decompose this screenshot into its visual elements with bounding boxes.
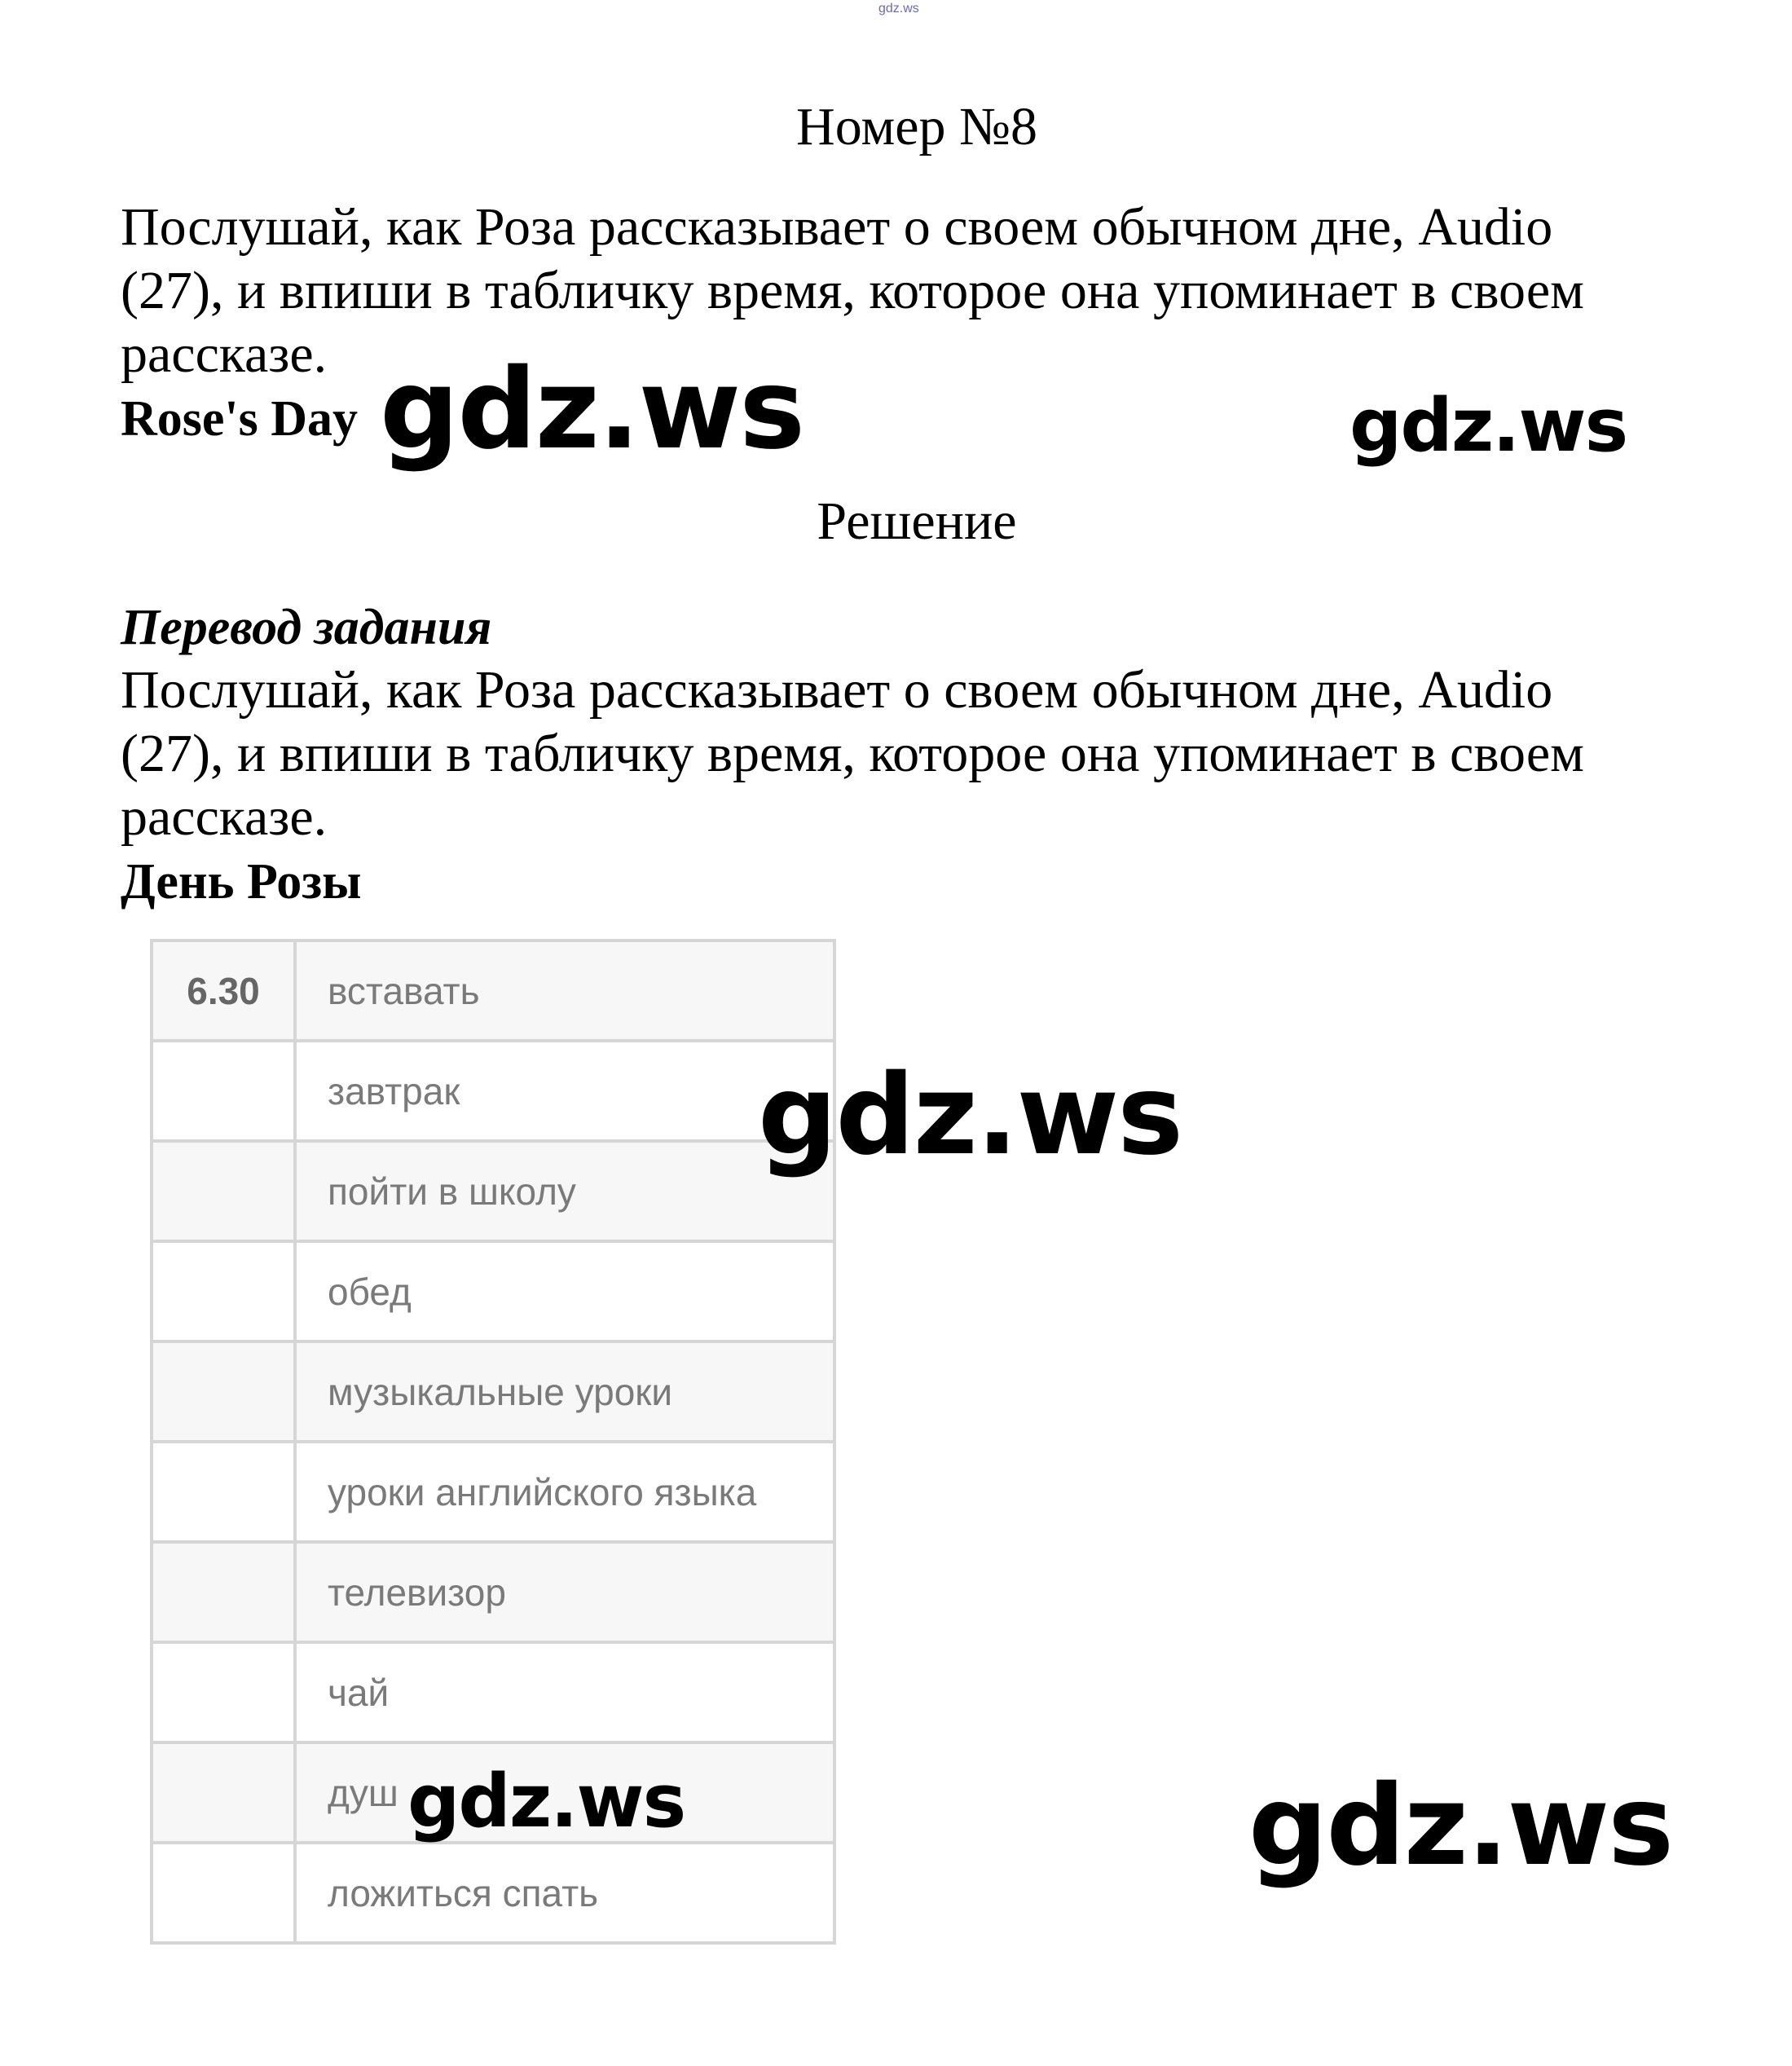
- watermark: gdz.ws: [407, 1759, 685, 1844]
- table-row: [152, 1542, 834, 1642]
- table-row: [152, 1442, 834, 1542]
- table-row: [152, 1642, 834, 1742]
- task-text: Послушай, как Роза рассказывает о своем обычном дне, Audio (27), и впиши в табличку время, которое она упоминает в своем рассказе.: [121, 197, 1584, 384]
- watermark: gdz.ws: [1248, 1762, 1673, 1891]
- table-row: [152, 1141, 834, 1241]
- watermark: gdz.ws: [380, 346, 804, 474]
- translation-text: Послушай, как Роза рассказывает о своем обычном дне, Audio (27), и впиши в табличку время, которое она упоминает в своем рассказе.: [121, 660, 1584, 847]
- page-title: Номер №8: [796, 97, 1037, 156]
- table-row: [152, 1241, 834, 1341]
- activity-cell: душ: [295, 1742, 834, 1843]
- table-row: [152, 1041, 834, 1141]
- table-row: [152, 1843, 834, 1943]
- table-row: [152, 1341, 834, 1442]
- time-cell: [152, 1041, 295, 1141]
- time-cell: [152, 1341, 295, 1442]
- time-cell: [152, 1642, 295, 1742]
- watermark: gdz.ws: [1350, 383, 1627, 469]
- activity-cell: обед: [295, 1241, 834, 1341]
- translation-heading: Перевод задания: [121, 600, 492, 655]
- activity-cell: музыкальные уроки: [295, 1341, 834, 1442]
- activity-cell: телевизор: [295, 1542, 834, 1642]
- time-cell: [152, 1542, 295, 1642]
- table-title: День Розы: [121, 854, 362, 910]
- activity-cell: вставать: [295, 940, 834, 1041]
- activity-cell: пойти в школу: [295, 1141, 834, 1241]
- time-cell: [152, 1141, 295, 1241]
- activity-cell: чай: [295, 1642, 834, 1742]
- time-cell: [152, 1843, 295, 1943]
- time-cell: [152, 1742, 295, 1843]
- top-watermark: gdz.ws: [878, 2, 919, 15]
- table-row: [152, 940, 834, 1041]
- time-cell: [152, 1442, 295, 1542]
- solution-label: Решение: [817, 491, 1017, 551]
- time-cell: [152, 1241, 295, 1341]
- time-cell: 6.30: [152, 940, 295, 1041]
- task-subtitle: Rose's Day: [121, 391, 359, 447]
- watermark: gdz.ws: [758, 1051, 1182, 1180]
- activity-cell: ложиться спать: [295, 1843, 834, 1943]
- activity-cell: уроки английского языка: [295, 1442, 834, 1542]
- activity-cell: завтрак: [295, 1041, 834, 1141]
